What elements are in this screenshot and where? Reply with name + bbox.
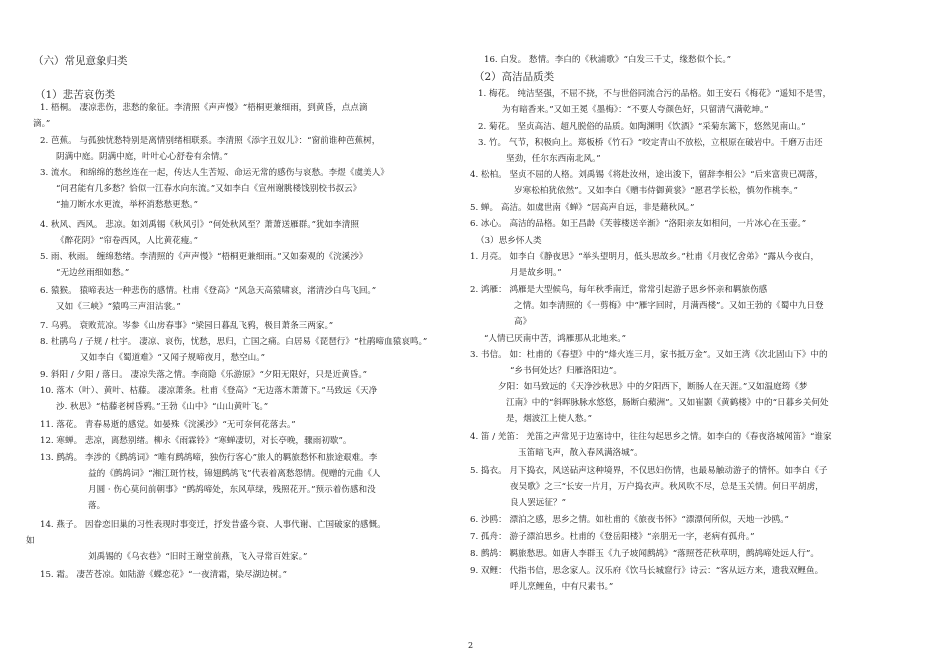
right-line: 2. 菊花。 坚贞高洁、超凡脱俗的品质。如陶渊明《饮酒》“采菊东篱下，悠然见南山。” <box>478 122 806 132</box>
left-line: 9. 斜阳 / 夕阳 / 落日。 凄凉失落之情。李商隐《乐游原》“夕阳无限好，只是近黄昏。” <box>40 370 368 380</box>
right-line: 4. 笛 / 羌笛： 羌笛之声常见于边塞诗中，往往勾起思乡之情。如李白的《春夜洛城闻笛》“谁家 <box>470 432 832 442</box>
sub-heading-sorrow: （1）悲苦哀伤类 <box>35 89 116 101</box>
left-line: 10. 落木（叶）、黄叶、枯藤。 凄凉萧条。杜甫《登高》“无边落木萧萧下。”马致远《天净 <box>40 386 378 396</box>
left-line: 如 <box>26 536 35 546</box>
left-line: 又如《三峡》“猿鸣三声泪沾裳。” <box>56 302 181 312</box>
left-line: 滴。” <box>33 119 51 129</box>
left-line: 14. 燕子。 因眷恋旧巢的习性表现时事变迁，抒发昔盛今衰、人事代谢、亡国破家的感慨。 <box>40 520 386 530</box>
right-line: 5. 蝉。 高洁。如虞世南《蝉》“居高声自远，非是藉秋风。” <box>470 203 695 213</box>
left-line: 4. 秋风、西风。 悲凉。如刘禹锡《秋风引》“何处秋风至？萧萧送雁群。”犹如李清照 <box>40 220 359 230</box>
right-line: 是，烟波江上使人愁。” <box>506 414 593 424</box>
right-line: 4. 松柏。 坚贞不屈的人格。刘禹锡《将赴汝州，途出浚下，留辞李相公》“后来富贵已凋落， <box>470 170 824 180</box>
left-line: 11. 落花。 青春易逝的感觉。如晏殊《浣溪沙》“无可奈何花落去。” <box>40 420 296 430</box>
right-line: 3. 竹。 气节，积极向上。郑板桥《竹石》“咬定青山不放松，立根原在破岩中。千磨万击还 <box>478 138 823 148</box>
right-line: 7. 孤舟： 游子漂泊思乡。杜甫的《登岳阳楼》“亲朋无一字，老病有孤舟。” <box>470 532 755 542</box>
right-line: 月是故乡明。” <box>510 268 562 278</box>
left-line: 13. 鹧鸪。 李涉的《鹧鸪词》“唯有鹧鸪啼，独伤行客心”旅人的羁旅愁怀和旅途艰难。李 <box>40 453 378 463</box>
left-line: 15. 霜。 凄苦苍凉。如陆游《蝶恋花》“一夜清霜，染尽湖边树。” <box>40 570 288 580</box>
left-line: 3. 流水。 和绵绵的愁丝连在一起，传达人生苦短、命运无常的感伤与哀愁。李煜《虞美人》 <box>40 168 389 178</box>
right-line: 8. 鹧鸪： 羁旅愁思。如唐人李群玉《九子坡闻鹧鸪》“落照苍茫秋草明，鹧鸪啼处远人行”。 <box>470 549 820 559</box>
right-line: 6. 冰心。 高洁的品格。如王昌龄《芙蓉楼送辛渐》“洛阳亲友如相问，一片冰心在玉壶。” <box>470 219 807 229</box>
right-line: 9. 双鲤： 代指书信，思念家人。汉乐府《饮马长城窟行》诗云：“客从远方来，遗我双鲤鱼。 <box>470 566 824 576</box>
right-line: “人情已厌南中苦，鸿雁那从北地来。” <box>484 334 626 344</box>
left-line: 7. 乌鸦。 衰败荒凉。岑参《山房春事》“梁园日暮乱飞鸦，极目萧条三两家。” <box>40 321 334 331</box>
sub-heading-noble: （2）高洁品质类 <box>474 71 555 83</box>
right-line: 夕阳：如马致远的《天净沙秋思》中的夕阳西下，断肠人在天涯。”又如温庭筠《梦 <box>498 382 808 392</box>
right-line: 6. 沙鸥： 漂泊之感，思乡之情。如杜甫的《旅夜书怀》“漂漂何所似，天地一沙鸥。” <box>470 515 789 525</box>
left-line: 沙. 秋思》“枯藤老树昏鸦。”王勃《山中》“山山黄叶飞。” <box>56 402 269 412</box>
right-line: 之情。如李清照的《一剪梅》中“雁字回时，月满西楼”。又如王勃的《蜀中九日登 <box>514 301 824 311</box>
sub-heading-homesick: （3）思乡怀人类 <box>476 236 542 246</box>
left-line: “无边丝雨细如愁。” <box>56 268 130 278</box>
right-line: 夜吴歌》之三“长安一片月，万户捣衣声。秋风吹不尽，总是玉关情。何日平胡虏， <box>510 482 824 492</box>
left-line: 《醉花阴》“帘卷西风，人比黄花瘦。” <box>56 236 198 246</box>
right-line: 1. 梅花。 纯洁坚强，不屈不挠，不与世俗同流合污的品格。如王安石《梅花》“遥知不是雪， <box>478 89 832 99</box>
left-line: 刘禹锡的《乌衣巷》“旧时王谢堂前燕，飞入寻常百姓家。” <box>88 552 308 562</box>
right-line: 3. 书信。 如：杜甫的《春望》中的“烽火连三月，家书抵万金”。又如王湾《次北固山下》中的 <box>470 350 828 360</box>
left-line: 月圆 · 伤心莫问前朝事》“鹧鸪啼处，东风草绿，残照花开。”预示着伤感和没 <box>88 485 376 495</box>
left-line: 2. 芭蕉。 与孤独忧愁特别是离情别绪相联系。李清照《添字丑奴儿》：“窗前谁种芭蕉树， <box>40 136 381 146</box>
right-line: “乡书何处达？归雁洛阳边”。 <box>510 366 622 376</box>
right-line: 坚劲，任尔东西南北风。” <box>506 154 601 164</box>
left-line: 12. 寒蝉。 悲凉，离愁别绪。柳永《雨霖铃》“寒蝉凄切，对长亭晚，骤雨初歇”。 <box>40 436 352 446</box>
page-number: 2 <box>468 641 474 650</box>
left-line: “问君能有几多愁？恰似一江春水向东流。”又如李白《宣州谢朓楼饯别校书叔云》 <box>56 184 362 194</box>
right-line: 岁寒松柏犹依然”。又如李白《赠韦侍御黄裳》“愿君学长松，慎勿作桃李。” <box>514 186 798 196</box>
right-line: 江南》中的“斜晖脉脉水悠悠，肠断白蘋洲”。又如崔颢《黄鹤楼》中的“日暮乡关何处 <box>506 398 829 408</box>
left-line: 8. 杜鹃鸟 / 子规 / 杜宇。 凄凉、哀伤，忧愁，思归，亡国之痛。白居易《琵琶行》“杜鹃啼血猿哀鸣。” <box>40 337 428 347</box>
right-line: 2. 鸿雁： 鸿雁是大型候鸟，每年秋季南迁，常常引起游子思乡怀亲和羁旅伤感 <box>470 285 768 295</box>
left-line: “抽刀断水水更流，举杯消愁愁更愁。” <box>56 200 198 210</box>
left-line: 5. 雨、秋雨。 缠绵愁绪。李清照的《声声慢》“梧桐更兼细雨。”又如秦观的《浣溪沙》 <box>40 252 368 262</box>
left-line: 阴满中庭。阴满中庭，叶叶心心舒卷有余情。” <box>56 152 228 162</box>
right-line: 呼儿烹鲤鱼，中有尺素书。” <box>510 582 614 592</box>
right-line: 5. 捣衣。 月下捣衣，风送砧声这种境界，不仅思妇伤情，也最易触动游子的情怀。如李白《子 <box>470 466 828 476</box>
right-line: 良人罢远征？” <box>510 498 566 508</box>
right-line: 高》 <box>514 317 532 327</box>
right-line: 玉笛暗飞声，散入春风满洛城”。 <box>518 448 643 458</box>
left-line: 益的《鹧鸪词》“湘江斑竹枝，锦翅鹧鸪飞”代表着离愁怨情。伣赠的元曲《人 <box>88 469 381 479</box>
left-line: 6. 猿猴。 猿啼表达一种悲伤的感情。杜甫《登高》“风急天高猿啸哀，渚清沙白鸟飞回。” <box>40 286 377 296</box>
section-title: （六）常见意象归类 <box>33 55 128 67</box>
left-line: 又如李白《蜀道难》“又闻子规啼夜月，愁空山。” <box>80 353 265 363</box>
right-line: 为有暗香来。”又如王冕《墨梅》：“不要人夸颜色好，只留清气满乾坤。” <box>502 105 769 115</box>
right-line: 16. 白发。 愁情。李白的《秋浦歌》“白发三千丈，缘愁似个长。” <box>484 55 732 65</box>
left-line: 落。 <box>88 501 106 511</box>
left-line: 1. 梧桐。 凄凉悲伤，悲愁的象征。李清照《声声慢》“梧桐更兼细雨，到黄昏，点点滴 <box>40 103 368 113</box>
right-line: 1. 月亮。 如李白《静夜思》“举头望明月，低头思故乡。”杜甫《月夜忆舍弟》“露从今夜白， <box>470 252 820 262</box>
